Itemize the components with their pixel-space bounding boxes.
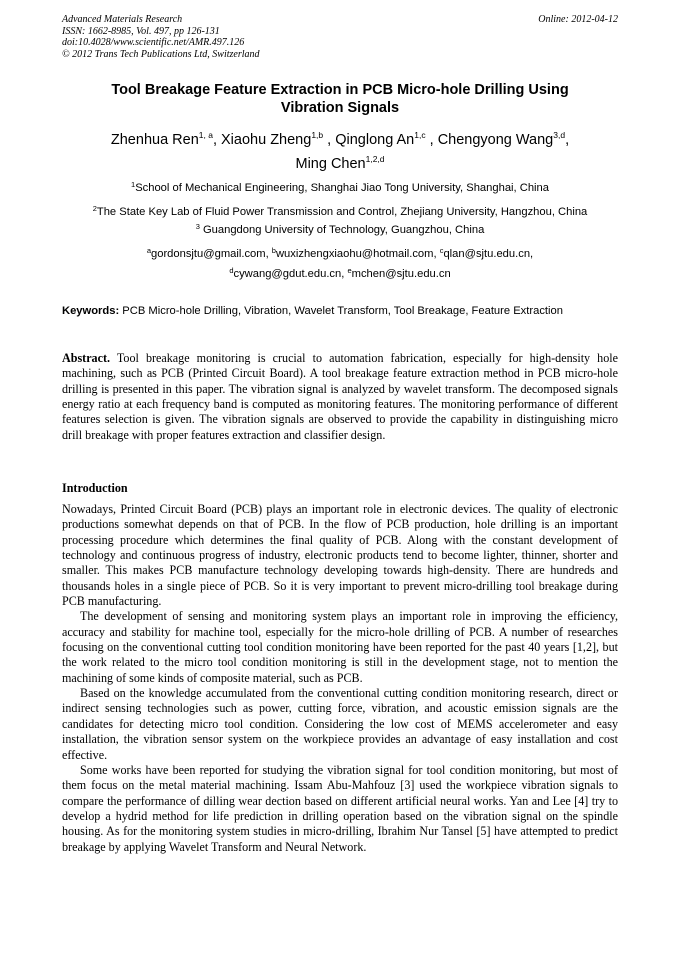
paper-title — [62, 81, 618, 117]
email-address: qlan@sjtu.edu.cn, — [443, 248, 534, 260]
keywords-label: Keywords: — [62, 305, 120, 317]
author-separator: , — [212, 132, 222, 148]
author-name: Xiaohu Zheng — [221, 132, 312, 148]
email-mark: d — [229, 266, 234, 275]
affiliation-1 — [52, 181, 628, 195]
author-line — [62, 128, 618, 152]
abstract-text: Tool breakage monitoring is crucial to automation fabrication, especially for high-density hole machining, such as PCB (Printed Circuit Board). A tool breakage feature extraction method in PCB micro-hole drilling is presented in this paper. The vibration signal is analyzed by wavelet transform. The decomposed signals energy ratio at each frequency band is computed as monitoring features. The monitoring performance of different features selection is given. The vibration signals are observed to provide the capability in distinguishing micro drill breakage with proper features extraction and classifier design. — [62, 351, 618, 442]
journal-name: Advanced Materials Research — [62, 14, 183, 25]
email-address: wuxizhengxiaohu@hotmail.com, — [275, 248, 440, 260]
paragraph: Based on the knowledge accumulated from the conventional cutting condition monitoring research, direct or indirect sensing technologies such as power, cutting force, vibration, and acoustic emission signals are the candidates for detecting micro tool condition. Considering the low cost of MEMS accelerometer and easy installation, the vibration sensor system on the workpiece provides an advantage of easy installation and cost effective. — [62, 686, 618, 762]
author-name: Ming Chen — [295, 156, 366, 172]
affiliation-3 — [52, 223, 628, 237]
issn: ISSN: 1662-8985, Vol. 497, pp 126-131 — [62, 25, 220, 37]
email-line-1 — [52, 247, 628, 261]
affiliation-mark: 1 — [131, 180, 136, 189]
author-list — [62, 128, 618, 176]
author-line — [62, 152, 618, 176]
email-mark: c — [439, 246, 444, 255]
affiliation-text: Guangdong University of Technology, Guangzhou, China — [199, 224, 485, 236]
online-date: Online: 2012-04-12 — [538, 14, 618, 25]
copyright: © 2012 Trans Tech Publications Ltd, Switzerland — [62, 48, 260, 60]
title-line: Tool Breakage Feature Extraction in PCB Micro-hole Drilling Using — [111, 82, 569, 98]
abstract-label: Abstract. — [62, 351, 111, 365]
doi: doi:10.4028/www.scientific.net/AMR.497.126 — [62, 37, 245, 49]
paragraph: Some works have been reported for studying the vibration signal for tool condition monitoring, but most of them focus on the metal material machining. Issam Abu-Mahfouz [3] used the workpiece vibration signals to compare the performance of dilling wear dection based on different artificial neural works. Yan and Lee [4] try to develop a hydrid method for life prediction in drilling operation based on the vibration signal on the spindle housing. As for the monitoring system studies in micro-drilling, Ibrahim Nur Tansel [5] have attempted to predict breakage by applying Wavelet Transform and Neural Network. — [62, 762, 618, 854]
author-separator: , — [565, 132, 570, 148]
title-line: Vibration Signals — [280, 100, 400, 116]
author-separator: , — [323, 132, 336, 148]
author-name: Zhenhua Ren — [110, 132, 199, 148]
author-separator: , — [425, 132, 438, 148]
journal-header — [62, 14, 618, 60]
affiliation-text: The State Key Lab of Fluid Power Transmission and Control, Zhejiang University, Hangzhou, China — [96, 206, 588, 218]
affiliation-mark: 3 — [195, 222, 200, 231]
affiliation-2 — [52, 205, 628, 219]
author-affil-mark: 1,2,d — [365, 154, 385, 164]
email-mark: e — [347, 266, 352, 275]
email-address: gordonsjtu@gmail.com, — [151, 248, 272, 260]
author-affil-mark: 1,b — [311, 130, 324, 140]
paragraph: Nowadays, Printed Circuit Board (PCB) plays an important role in electronic devices. The quality of electronic productions somewhat depends on that of PCB. In the flow of PCB production, hole drilling is an important processing procedure which determines the final quality of PCB. Along with the constant development of technology and continuous progress of industry, electronic products tend to become lighter, thinner, shorter and smaller. This makes PCB manufacture technology developing towards high-density. There are hundreds and thousands holes in a single piece of PCB. So it is very important to prevent micro-drilling tool breakage during PCB manufacturing. — [62, 502, 618, 609]
affiliation-mark: 2 — [92, 204, 97, 213]
email-mark: b — [271, 246, 276, 255]
paragraph: The development of sensing and monitoring system plays an important role in improving the efficiency, accuracy and stability for machine tool, especially for the micro-hole drilling of PCB. A number of researches focusing on the conventional cutting tool condition monitoring have been reported for the past 40 years [1,2], but the work related to the micro tool condition monitoring is still in the development stage, not to mention the machining of some kinds of composite material, such as PCB. — [62, 609, 618, 685]
author-name: Chengyong Wang — [437, 132, 554, 148]
email-address: mchen@sjtu.edu.cn — [351, 268, 451, 280]
keywords-text: PCB Micro-hole Drilling, Vibration, Wavelet Transform, Tool Breakage, Feature Extraction — [119, 305, 563, 317]
author-affil-mark: 1, a — [198, 130, 213, 140]
section-heading-introduction: Introduction — [62, 481, 128, 495]
keywords — [62, 304, 618, 319]
abstract — [62, 351, 618, 443]
author-affil-mark: 1,c — [414, 130, 426, 140]
author-name: Qinglong An — [335, 132, 415, 148]
email-mark: a — [146, 246, 151, 255]
introduction-body — [62, 502, 618, 855]
author-affil-mark: 3,d — [553, 130, 566, 140]
email-line-2 — [52, 267, 628, 281]
email-address: cywang@gdut.edu.cn, — [233, 268, 348, 280]
affiliation-text: School of Mechanical Engineering, Shanghai Jiao Tong University, Shanghai, China — [135, 182, 549, 194]
abstract-paragraph — [62, 351, 618, 443]
